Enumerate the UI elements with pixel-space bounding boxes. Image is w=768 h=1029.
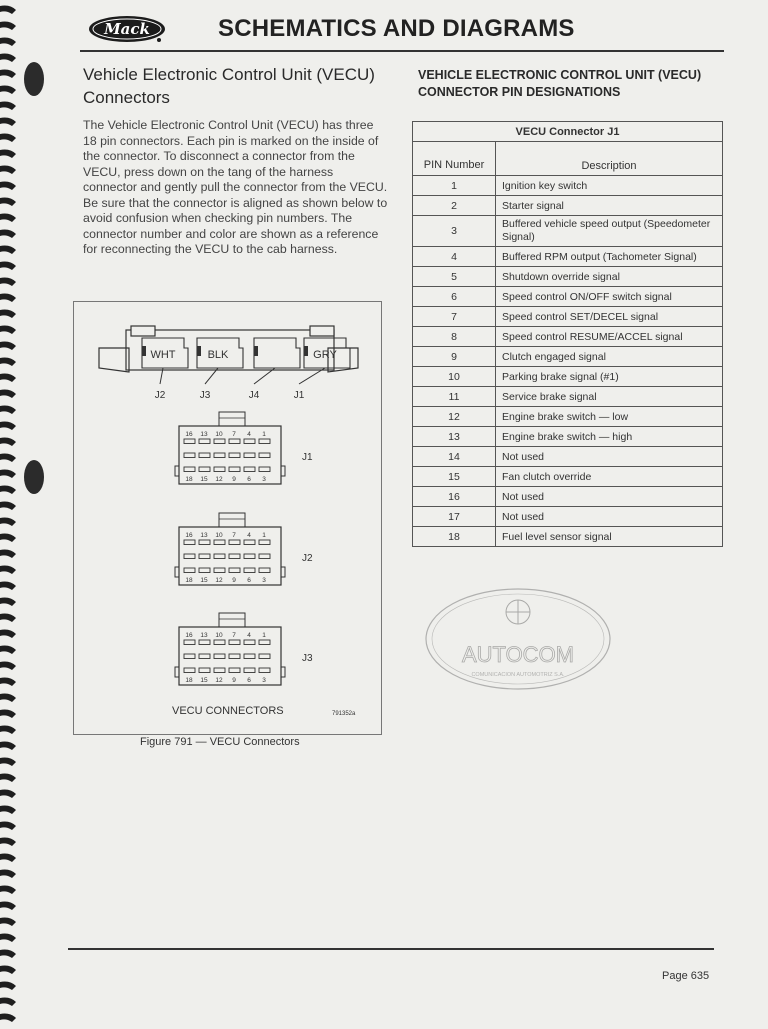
connector-name-label: J1 bbox=[302, 452, 313, 463]
binding-coil bbox=[0, 726, 16, 735]
pin-number-label: 18 bbox=[185, 577, 193, 584]
vecu-connectors-figure bbox=[73, 301, 382, 735]
socket-color-label: GRY bbox=[313, 349, 337, 361]
binding-coil bbox=[0, 758, 16, 767]
stamp-subtext: COMUNICACION AUTOMOTRIZ S.A. bbox=[471, 672, 565, 678]
pin-slot bbox=[259, 467, 270, 472]
binding-coil bbox=[0, 998, 16, 1007]
binding-coil bbox=[0, 438, 16, 447]
pin-number-label: 6 bbox=[247, 677, 251, 684]
binding-coil bbox=[0, 646, 16, 655]
pin-number-label: 10 bbox=[215, 431, 223, 438]
pin-number-cell: 3 bbox=[413, 216, 496, 247]
pin-slot bbox=[214, 640, 225, 645]
figure-inner-caption: VECU CONNECTORS bbox=[172, 705, 284, 717]
pin-slot bbox=[244, 668, 255, 673]
pin-description-cell: Ignition key switch bbox=[496, 176, 723, 196]
header-divider bbox=[80, 50, 724, 52]
pin-number-label: 1 bbox=[262, 431, 266, 438]
binding-coil bbox=[0, 934, 16, 943]
connector-tang bbox=[219, 412, 245, 426]
pin-slot bbox=[199, 654, 210, 659]
pin-slot bbox=[214, 568, 225, 573]
binding-coil bbox=[0, 262, 16, 271]
logo-text: Mack bbox=[104, 20, 150, 38]
pin-slot bbox=[244, 654, 255, 659]
pin-description-cell: Parking brake signal (#1) bbox=[496, 367, 723, 387]
pin-number-cell: 14 bbox=[413, 447, 496, 467]
pin-slot bbox=[229, 568, 240, 573]
pin-number-cell: 10 bbox=[413, 367, 496, 387]
pin-slot bbox=[229, 640, 240, 645]
binding-coil bbox=[0, 310, 16, 319]
pin-number-cell: 15 bbox=[413, 467, 496, 487]
binding-coil bbox=[0, 822, 16, 831]
binding-coil bbox=[0, 470, 16, 479]
socket-name-label: J3 bbox=[199, 390, 211, 401]
pin-description-cell: Engine brake switch — low bbox=[496, 407, 723, 427]
pin-slot bbox=[214, 467, 225, 472]
pin-number-label: 4 bbox=[247, 532, 251, 539]
pin-slot bbox=[199, 540, 210, 545]
pin-description-cell: Speed control SET/DECEL signal bbox=[496, 307, 723, 327]
pin-description-cell: Not used bbox=[496, 507, 723, 527]
pin-number-label: 12 bbox=[215, 476, 223, 483]
pin-number-label: 10 bbox=[215, 632, 223, 639]
pin-number-label: 15 bbox=[200, 677, 208, 684]
pin-slot bbox=[199, 467, 210, 472]
pin-description-cell: Fuel level sensor signal bbox=[496, 527, 723, 547]
pin-number-label: 10 bbox=[215, 532, 223, 539]
table-row bbox=[413, 347, 723, 367]
table-row bbox=[413, 247, 723, 267]
binding-coil bbox=[0, 598, 16, 607]
binding-coil bbox=[0, 534, 16, 543]
pin-number-cell: 13 bbox=[413, 427, 496, 447]
pin-slot bbox=[244, 540, 255, 545]
pin-description-cell: Fan clutch override bbox=[496, 467, 723, 487]
binding-coil bbox=[0, 390, 16, 399]
connector-diagram-j3 bbox=[175, 613, 313, 685]
pin-number-cell: 12 bbox=[413, 407, 496, 427]
section-title: Vehicle Electronic Control Unit (VECU) Connectors bbox=[83, 65, 375, 107]
connector-tang bbox=[219, 513, 245, 527]
binding-coil bbox=[0, 150, 16, 159]
binding-coil bbox=[0, 182, 16, 191]
pin-number-label: 15 bbox=[200, 476, 208, 483]
pin-number-label: 4 bbox=[247, 632, 251, 639]
pin-number-cell: 5 bbox=[413, 267, 496, 287]
pin-slot bbox=[229, 540, 240, 545]
pin-slot bbox=[229, 453, 240, 458]
pin-description-cell: Clutch engaged signal bbox=[496, 347, 723, 367]
table-title: VEHICLE ELECTRONIC CONTROL UNIT (VECU) CONNECTOR PIN DESIGNATIONS bbox=[418, 68, 702, 99]
socket-color-label: BLK bbox=[207, 349, 229, 361]
socket-latch bbox=[254, 346, 258, 356]
figure-caption: Figure 791 — VECU Connectors bbox=[140, 736, 300, 748]
table-row bbox=[413, 267, 723, 287]
binding-coil bbox=[0, 630, 16, 639]
pin-number-label: 3 bbox=[262, 476, 266, 483]
pin-description-cell: Starter signal bbox=[496, 196, 723, 216]
vecu-socket bbox=[254, 338, 300, 368]
binding-marks bbox=[0, 0, 30, 1024]
pin-number-label: 16 bbox=[185, 632, 193, 639]
pin-designation-table bbox=[412, 121, 723, 547]
pin-slot bbox=[229, 668, 240, 673]
binding-coil bbox=[0, 230, 16, 239]
binding-coil bbox=[0, 710, 16, 719]
pin-number-label: 15 bbox=[200, 577, 208, 584]
pin-number-label: 18 bbox=[185, 476, 193, 483]
binding-coil bbox=[0, 358, 16, 367]
binding-coil bbox=[0, 134, 16, 143]
table-row bbox=[413, 467, 723, 487]
intro-paragraph: The Vehicle Electronic Control Unit (VECU) has three 18 pin connectors. Each pin is marked on the inside of the connector. To disconnect a connector from the VECU, press down on the tang of the harness connector and gently pull the connector from the VECU. Be sure that the connector is aligned as shown below to avoid confusion when checking pin numbers. The connector number and color are shown as a reference for reconnecting the VECU to the cab harness. bbox=[83, 118, 388, 256]
pin-description-cell: Shutdown override signal bbox=[496, 267, 723, 287]
pin-number-label: 13 bbox=[200, 532, 208, 539]
connector-tang bbox=[219, 613, 245, 627]
pin-slot bbox=[199, 568, 210, 573]
binding-coil bbox=[0, 902, 16, 911]
binding-coil bbox=[0, 950, 16, 959]
binding-coil bbox=[0, 86, 16, 95]
pin-number-label: 13 bbox=[200, 632, 208, 639]
pin-slot bbox=[229, 654, 240, 659]
pin-slot bbox=[199, 640, 210, 645]
socket-latch bbox=[304, 346, 308, 356]
connector-name-label: J3 bbox=[302, 653, 313, 664]
pin-slot bbox=[259, 554, 270, 559]
pin-slot bbox=[214, 554, 225, 559]
binding-coil bbox=[0, 198, 16, 207]
pin-number-label: 9 bbox=[232, 476, 236, 483]
pin-description-cell: Engine brake switch — high bbox=[496, 427, 723, 447]
pin-slot bbox=[184, 654, 195, 659]
table-row bbox=[413, 367, 723, 387]
pin-number-cell: 17 bbox=[413, 507, 496, 527]
pin-slot bbox=[199, 554, 210, 559]
binding-coil bbox=[0, 582, 16, 591]
binding-coil bbox=[0, 742, 16, 751]
pin-slot bbox=[214, 540, 225, 545]
binding-coil bbox=[0, 54, 16, 63]
pin-number-cell: 1 bbox=[413, 176, 496, 196]
pin-slot bbox=[244, 568, 255, 573]
binding-coil bbox=[0, 918, 16, 927]
binding-coil bbox=[0, 662, 16, 671]
table-row bbox=[413, 527, 723, 547]
binding-coil bbox=[0, 854, 16, 863]
table-row bbox=[413, 507, 723, 527]
pin-slot bbox=[229, 467, 240, 472]
pin-slot bbox=[244, 453, 255, 458]
pin-slot bbox=[259, 668, 270, 673]
table-row bbox=[413, 427, 723, 447]
table-row bbox=[413, 287, 723, 307]
binding-coil bbox=[0, 566, 16, 575]
stamp-text: AUTOCOM bbox=[461, 642, 575, 667]
connector-drawing bbox=[74, 302, 381, 734]
pin-number-label: 1 bbox=[262, 532, 266, 539]
pin-description-cell: Speed control RESUME/ACCEL signal bbox=[496, 327, 723, 347]
description-column-header: Description bbox=[496, 142, 723, 176]
autocom-stamp bbox=[420, 584, 616, 694]
binding-coil bbox=[0, 102, 16, 111]
pin-slot bbox=[259, 568, 270, 573]
socket-name-label: J4 bbox=[248, 390, 260, 401]
binding-coil bbox=[0, 982, 16, 991]
binding-coil bbox=[0, 870, 16, 879]
pin-slot bbox=[184, 668, 195, 673]
connector-diagram-j1 bbox=[175, 412, 313, 484]
pin-number-label: 18 bbox=[185, 677, 193, 684]
spiral-binding bbox=[0, 0, 30, 1024]
pin-number-label: 4 bbox=[247, 431, 251, 438]
binding-coil bbox=[0, 614, 16, 623]
pin-slot bbox=[199, 453, 210, 458]
connector-diagram-j2 bbox=[175, 513, 313, 585]
pin-number-label: 7 bbox=[232, 431, 236, 438]
binding-coil bbox=[0, 326, 16, 335]
socket-name-label: J2 bbox=[154, 390, 166, 401]
binding-coil bbox=[0, 886, 16, 895]
pin-number-label: 6 bbox=[247, 577, 251, 584]
binding-coil bbox=[0, 502, 16, 511]
table-row bbox=[413, 447, 723, 467]
socket-latch bbox=[197, 346, 201, 356]
binding-coil bbox=[0, 790, 16, 799]
pin-number-cell: 4 bbox=[413, 247, 496, 267]
pin-slot bbox=[184, 467, 195, 472]
binding-coil bbox=[0, 806, 16, 815]
pin-slot bbox=[244, 554, 255, 559]
binding-coil bbox=[0, 118, 16, 127]
binding-coil bbox=[0, 70, 16, 79]
pin-description-cell: Service brake signal bbox=[496, 387, 723, 407]
pin-slot bbox=[229, 554, 240, 559]
binding-coil bbox=[0, 694, 16, 703]
pin-number-label: 16 bbox=[185, 431, 193, 438]
pin-slot bbox=[259, 640, 270, 645]
pin-number-cell: 9 bbox=[413, 347, 496, 367]
pin-number-cell: 16 bbox=[413, 487, 496, 507]
binding-coil bbox=[0, 374, 16, 383]
binding-coil bbox=[0, 6, 16, 15]
page-number: Page 635 bbox=[662, 970, 710, 982]
socket-name-label: J1 bbox=[293, 390, 305, 401]
binding-coil bbox=[0, 774, 16, 783]
pin-description-cell: Not used bbox=[496, 487, 723, 507]
table-row bbox=[413, 487, 723, 507]
pin-description-cell: Buffered RPM output (Tachometer Signal) bbox=[496, 247, 723, 267]
pin-number-cell: 11 bbox=[413, 387, 496, 407]
pin-slot bbox=[259, 439, 270, 444]
punch-hole-middle bbox=[24, 460, 44, 494]
pin-slot bbox=[184, 554, 195, 559]
binding-coil bbox=[0, 1014, 16, 1023]
pin-number-label: 7 bbox=[232, 532, 236, 539]
binding-coil bbox=[0, 246, 16, 255]
pin-number-cell: 6 bbox=[413, 287, 496, 307]
connector-name-label: J2 bbox=[302, 553, 313, 564]
pin-slot bbox=[259, 453, 270, 458]
pin-number-cell: 7 bbox=[413, 307, 496, 327]
binding-coil bbox=[0, 966, 16, 975]
binding-coil bbox=[0, 22, 16, 31]
binding-coil bbox=[0, 838, 16, 847]
table-row bbox=[413, 307, 723, 327]
binding-coil bbox=[0, 486, 16, 495]
figure-code: 791352a bbox=[332, 711, 356, 717]
pin-number-label: 6 bbox=[247, 476, 251, 483]
pin-slot bbox=[214, 453, 225, 458]
table-caption-row bbox=[413, 122, 723, 142]
pin-slot bbox=[259, 540, 270, 545]
pin-slot bbox=[184, 439, 195, 444]
table-row bbox=[413, 407, 723, 427]
binding-coil bbox=[0, 550, 16, 559]
pin-number-label: 3 bbox=[262, 577, 266, 584]
pin-slot bbox=[244, 640, 255, 645]
binding-coil bbox=[0, 454, 16, 463]
page-title: SCHEMATICS AND DIAGRAMS bbox=[218, 15, 575, 42]
binding-coil bbox=[0, 214, 16, 223]
pin-number-cell: 18 bbox=[413, 527, 496, 547]
socket-latch bbox=[142, 346, 146, 356]
pin-slot bbox=[184, 453, 195, 458]
pin-number-label: 7 bbox=[232, 632, 236, 639]
table-row bbox=[413, 216, 723, 247]
pin-number-label: 3 bbox=[262, 677, 266, 684]
table-header-row bbox=[413, 142, 723, 176]
pin-slot bbox=[229, 439, 240, 444]
pin-slot bbox=[184, 640, 195, 645]
binding-coil bbox=[0, 406, 16, 415]
pin-slot bbox=[214, 439, 225, 444]
binding-coil bbox=[0, 294, 16, 303]
punch-hole-top bbox=[24, 62, 44, 96]
pin-number-label: 12 bbox=[215, 677, 223, 684]
binding-coil bbox=[0, 518, 16, 527]
pin-number-cell: 8 bbox=[413, 327, 496, 347]
table-row bbox=[413, 327, 723, 347]
pin-description-cell: Speed control ON/OFF switch signal bbox=[496, 287, 723, 307]
pin-slot bbox=[259, 654, 270, 659]
pin-number-label: 12 bbox=[215, 577, 223, 584]
pin-number-label: 13 bbox=[200, 431, 208, 438]
binding-coil bbox=[0, 166, 16, 175]
pin-slot bbox=[214, 654, 225, 659]
pin-slot bbox=[184, 540, 195, 545]
pin-column-header: PIN Number bbox=[413, 142, 496, 176]
pin-number-cell: 2 bbox=[413, 196, 496, 216]
table-caption: VECU Connector J1 bbox=[413, 122, 723, 142]
binding-coil bbox=[0, 278, 16, 287]
table-row bbox=[413, 387, 723, 407]
pin-number-label: 9 bbox=[232, 577, 236, 584]
pin-slot bbox=[184, 568, 195, 573]
footer-divider bbox=[68, 948, 714, 950]
pin-slot bbox=[244, 439, 255, 444]
binding-coil bbox=[0, 422, 16, 431]
pin-slot bbox=[244, 467, 255, 472]
binding-coil bbox=[0, 38, 16, 47]
pin-number-label: 16 bbox=[185, 532, 193, 539]
pin-description-cell: Not used bbox=[496, 447, 723, 467]
pin-slot bbox=[199, 668, 210, 673]
table-row bbox=[413, 196, 723, 216]
pin-number-label: 9 bbox=[232, 677, 236, 684]
pin-description-cell: Buffered vehicle speed output (Speedometer Signal) bbox=[496, 216, 723, 247]
socket-color-label: WHT bbox=[150, 349, 176, 361]
binding-coil bbox=[0, 342, 16, 351]
pin-number-label: 1 bbox=[262, 632, 266, 639]
mack-logo bbox=[86, 13, 168, 45]
table-row bbox=[413, 176, 723, 196]
pin-slot bbox=[199, 439, 210, 444]
pin-slot bbox=[214, 668, 225, 673]
binding-coil bbox=[0, 678, 16, 687]
